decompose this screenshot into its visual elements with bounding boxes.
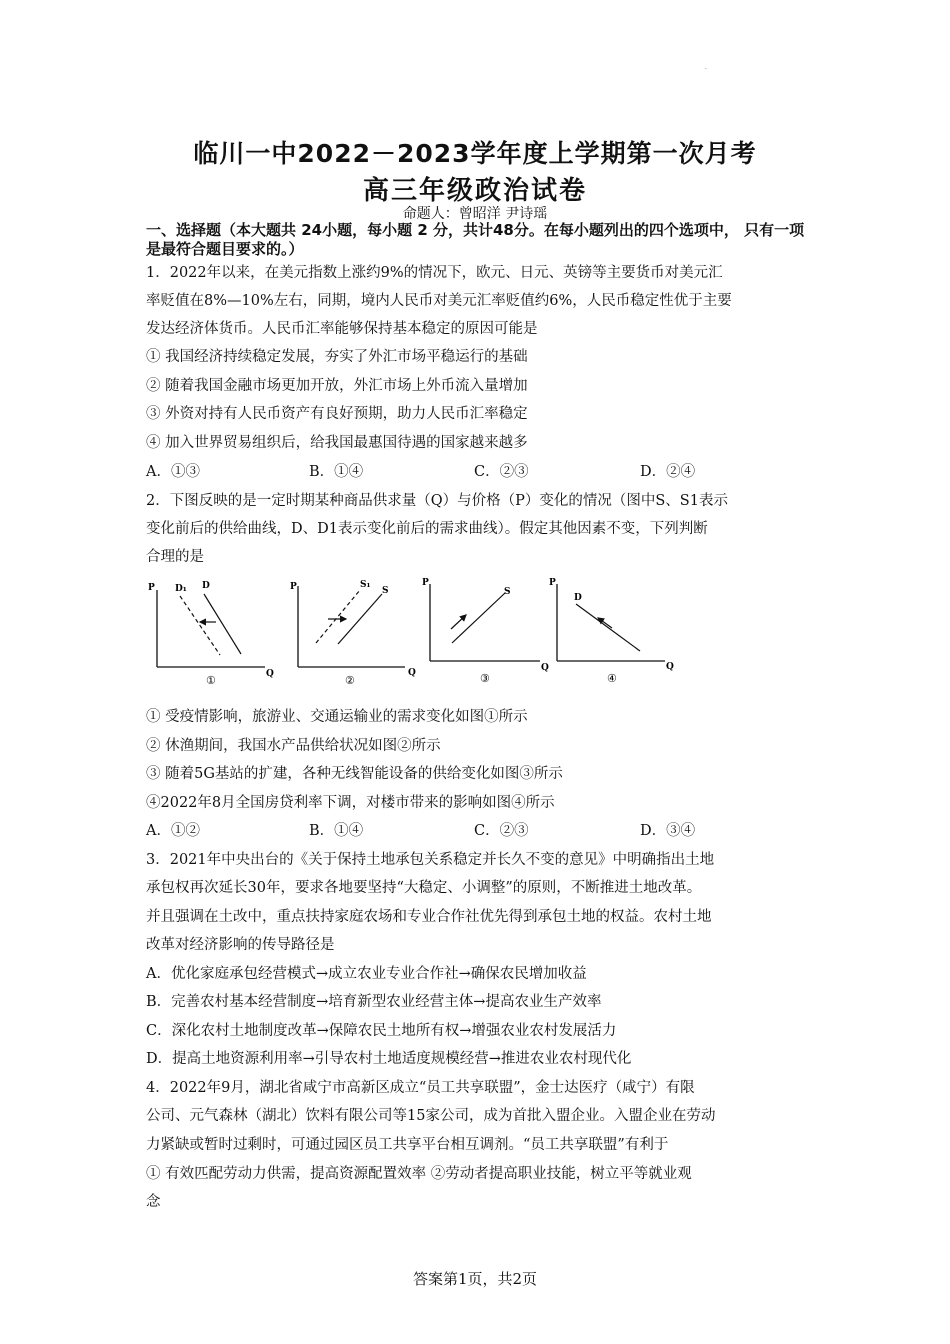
- q2-statement: ③ 随着5G基站的扩建，各种无线智能设备的供给变化如图③所示: [146, 766, 563, 782]
- graph-1: [148, 581, 274, 687]
- q4-line: 力紧缺或暂时过剩时，可通过园区员工共享平台相互调剂。“员工共享联盟”有利于: [146, 1137, 669, 1153]
- q1-line: 率贬值在8%—10%左右，同期，境内人民币对美元汇率贬值约6%，人民币稳定性优于主要: [146, 293, 732, 309]
- q1-statement: ④ 加入世界贸易组织后，给我国最惠国待遇的国家越来越多: [146, 435, 528, 451]
- q1-option-b: B．①④: [309, 464, 364, 480]
- graph-2: [290, 580, 416, 687]
- q2-statement: ② 休渔期间，我国水产品供给状况如图②所示: [146, 738, 441, 754]
- graph-4-caption: ④: [607, 672, 617, 685]
- graph-2-s-label: S: [382, 586, 389, 596]
- q2-statement: ④2022年8月全国房贷利率下调，对楼市带来的影响如图④所示: [146, 795, 555, 811]
- authors: 命题人：曾昭洋 尹诗瑶: [402, 206, 548, 222]
- q3-line: 3．2021年中央出台的《关于保持土地承包关系稳定并长久不变的意见》中明确指出土地: [146, 852, 715, 868]
- graph-2-s1-curve: [316, 590, 360, 643]
- graph-4-d-label: D: [574, 593, 582, 603]
- graph-1-caption: ①: [206, 674, 216, 687]
- graph-1-d-label: D: [202, 581, 210, 591]
- q2-option-c: C．②③: [474, 823, 529, 839]
- q4-statement: 念: [146, 1194, 161, 1210]
- graph-1-d1-curve: [180, 596, 220, 655]
- q1-line: 发达经济体货币。人民币汇率能够保持基本稳定的原因可能是: [146, 321, 538, 337]
- q1-statement: ② 随着我国金融市场更加开放，外汇市场上外币流入量增加: [146, 378, 528, 394]
- q3-option-c: C．深化农村土地制度改革→保障农民土地所有权→增强农业农村发展活力: [146, 1023, 617, 1039]
- graph-2-p-label: P: [290, 582, 297, 592]
- q3-option-b: B．完善农村基本经营制度→培育新型农业经营主体→提高农业生产效率: [146, 994, 602, 1010]
- q2-line: 合理的是: [146, 549, 204, 565]
- q1-option-a: A．①③: [146, 464, 200, 480]
- q1-statement: ③ 外资对持有人民币资产有良好预期，助力人民币汇率稳定: [146, 406, 528, 422]
- graph-4-d-curve: [576, 604, 640, 651]
- q3-line: 承包权再次延长30年，要求各地要坚持“大稳定、小调整”的原则，不断推进土地改革。: [146, 880, 702, 896]
- q2-line: 2．下图反映的是一定时期某种商品供求量（Q）与价格（P）变化的情况（图中S、S1表示: [146, 493, 728, 509]
- graph-3-caption: ③: [480, 672, 490, 685]
- graph-3-shift-arrow: [451, 615, 466, 629]
- graph-4-q-label: Q: [666, 662, 674, 672]
- graph-3-q-label: Q: [541, 663, 549, 673]
- section-heading: 一、选择题（本大题共 24小题，每小题 2 分，共计48分。在每小题列出的四个选项中， 只有一项是最符合题目要求的。）: [146, 221, 805, 258]
- q2-line: 变化前后的供给曲线，D、D1表示变化前后的需求曲线）。假定其他因素不变，下列判断: [146, 521, 708, 537]
- q1-line: 1．2022年以来，在美元指数上涨约9%的情况下，欧元、日元、英镑等主要货币对美元汇: [146, 265, 723, 281]
- q1-option-c: C．②③: [474, 464, 529, 480]
- graph-3-s-curve: [452, 593, 505, 643]
- q1-statement: ① 我国经济持续稳定发展，夯实了外汇市场平稳运行的基础: [146, 349, 528, 365]
- graph-4-shift-arrow: [598, 618, 612, 628]
- q3-line: 并且强调在土改中，重点扶持家庭农场和专业合作社优先得到承包土地的权益。农村土地: [146, 909, 712, 925]
- graph-2-caption: ②: [345, 674, 355, 687]
- q2-option-a: A．①②: [146, 823, 200, 839]
- graph-3-p-label: P: [422, 578, 429, 588]
- graph-2-s1-label: S₁: [360, 580, 371, 590]
- q2-statement: ① 受疫情影响，旅游业、交通运输业的需求变化如图①所示: [146, 709, 528, 725]
- corner-mark: ·: [705, 66, 707, 73]
- graph-3-s-label: S: [504, 587, 511, 597]
- graph-1-q-label: Q: [266, 669, 274, 679]
- q3-option-d: D．提高土地资源利用率→引导农村土地适度规模经营→推进农业农村现代化: [146, 1051, 632, 1067]
- graph-4: [549, 578, 674, 685]
- graph-2-q-label: Q: [408, 668, 416, 678]
- q4-line: 4．2022年9月，湖北省咸宁市高新区成立“员工共享联盟”，金士达医疗（咸宁）有限: [146, 1080, 695, 1096]
- q2-option-b: B．①④: [309, 823, 364, 839]
- q1-option-d: D．②④: [640, 464, 696, 480]
- q4-statement: ① 有效匹配劳动力供需，提高资源配置效率 ②劳动者提高职业技能，树立平等就业观: [146, 1166, 692, 1182]
- supply-demand-graphs: [140, 572, 700, 692]
- graph-4-p-label: P: [549, 578, 556, 588]
- graph-1-d1-label: D₁: [175, 584, 187, 594]
- q3-option-a: A．优化家庭承包经营模式→成立农业专业合作社→确保农民增加收益: [146, 966, 587, 982]
- q3-line: 改革对经济影响的传导路径是: [146, 937, 335, 953]
- graph-1-d-curve: [204, 594, 241, 654]
- page-footer: 答案第1页，共2页: [412, 1270, 538, 1288]
- exam-subtitle: 高三年级政治试卷: [362, 176, 587, 206]
- graph-1-p-label: P: [148, 583, 155, 593]
- q2-option-d: D．③④: [640, 823, 696, 839]
- graph-3: [422, 578, 549, 685]
- q4-line: 公司、元气森林（湖北）饮料有限公司等15家公司，成为首批入盟企业。入盟企业在劳动: [146, 1108, 716, 1124]
- exam-title: 临川一中2022－2023学年度上学期第一次月考: [193, 139, 757, 168]
